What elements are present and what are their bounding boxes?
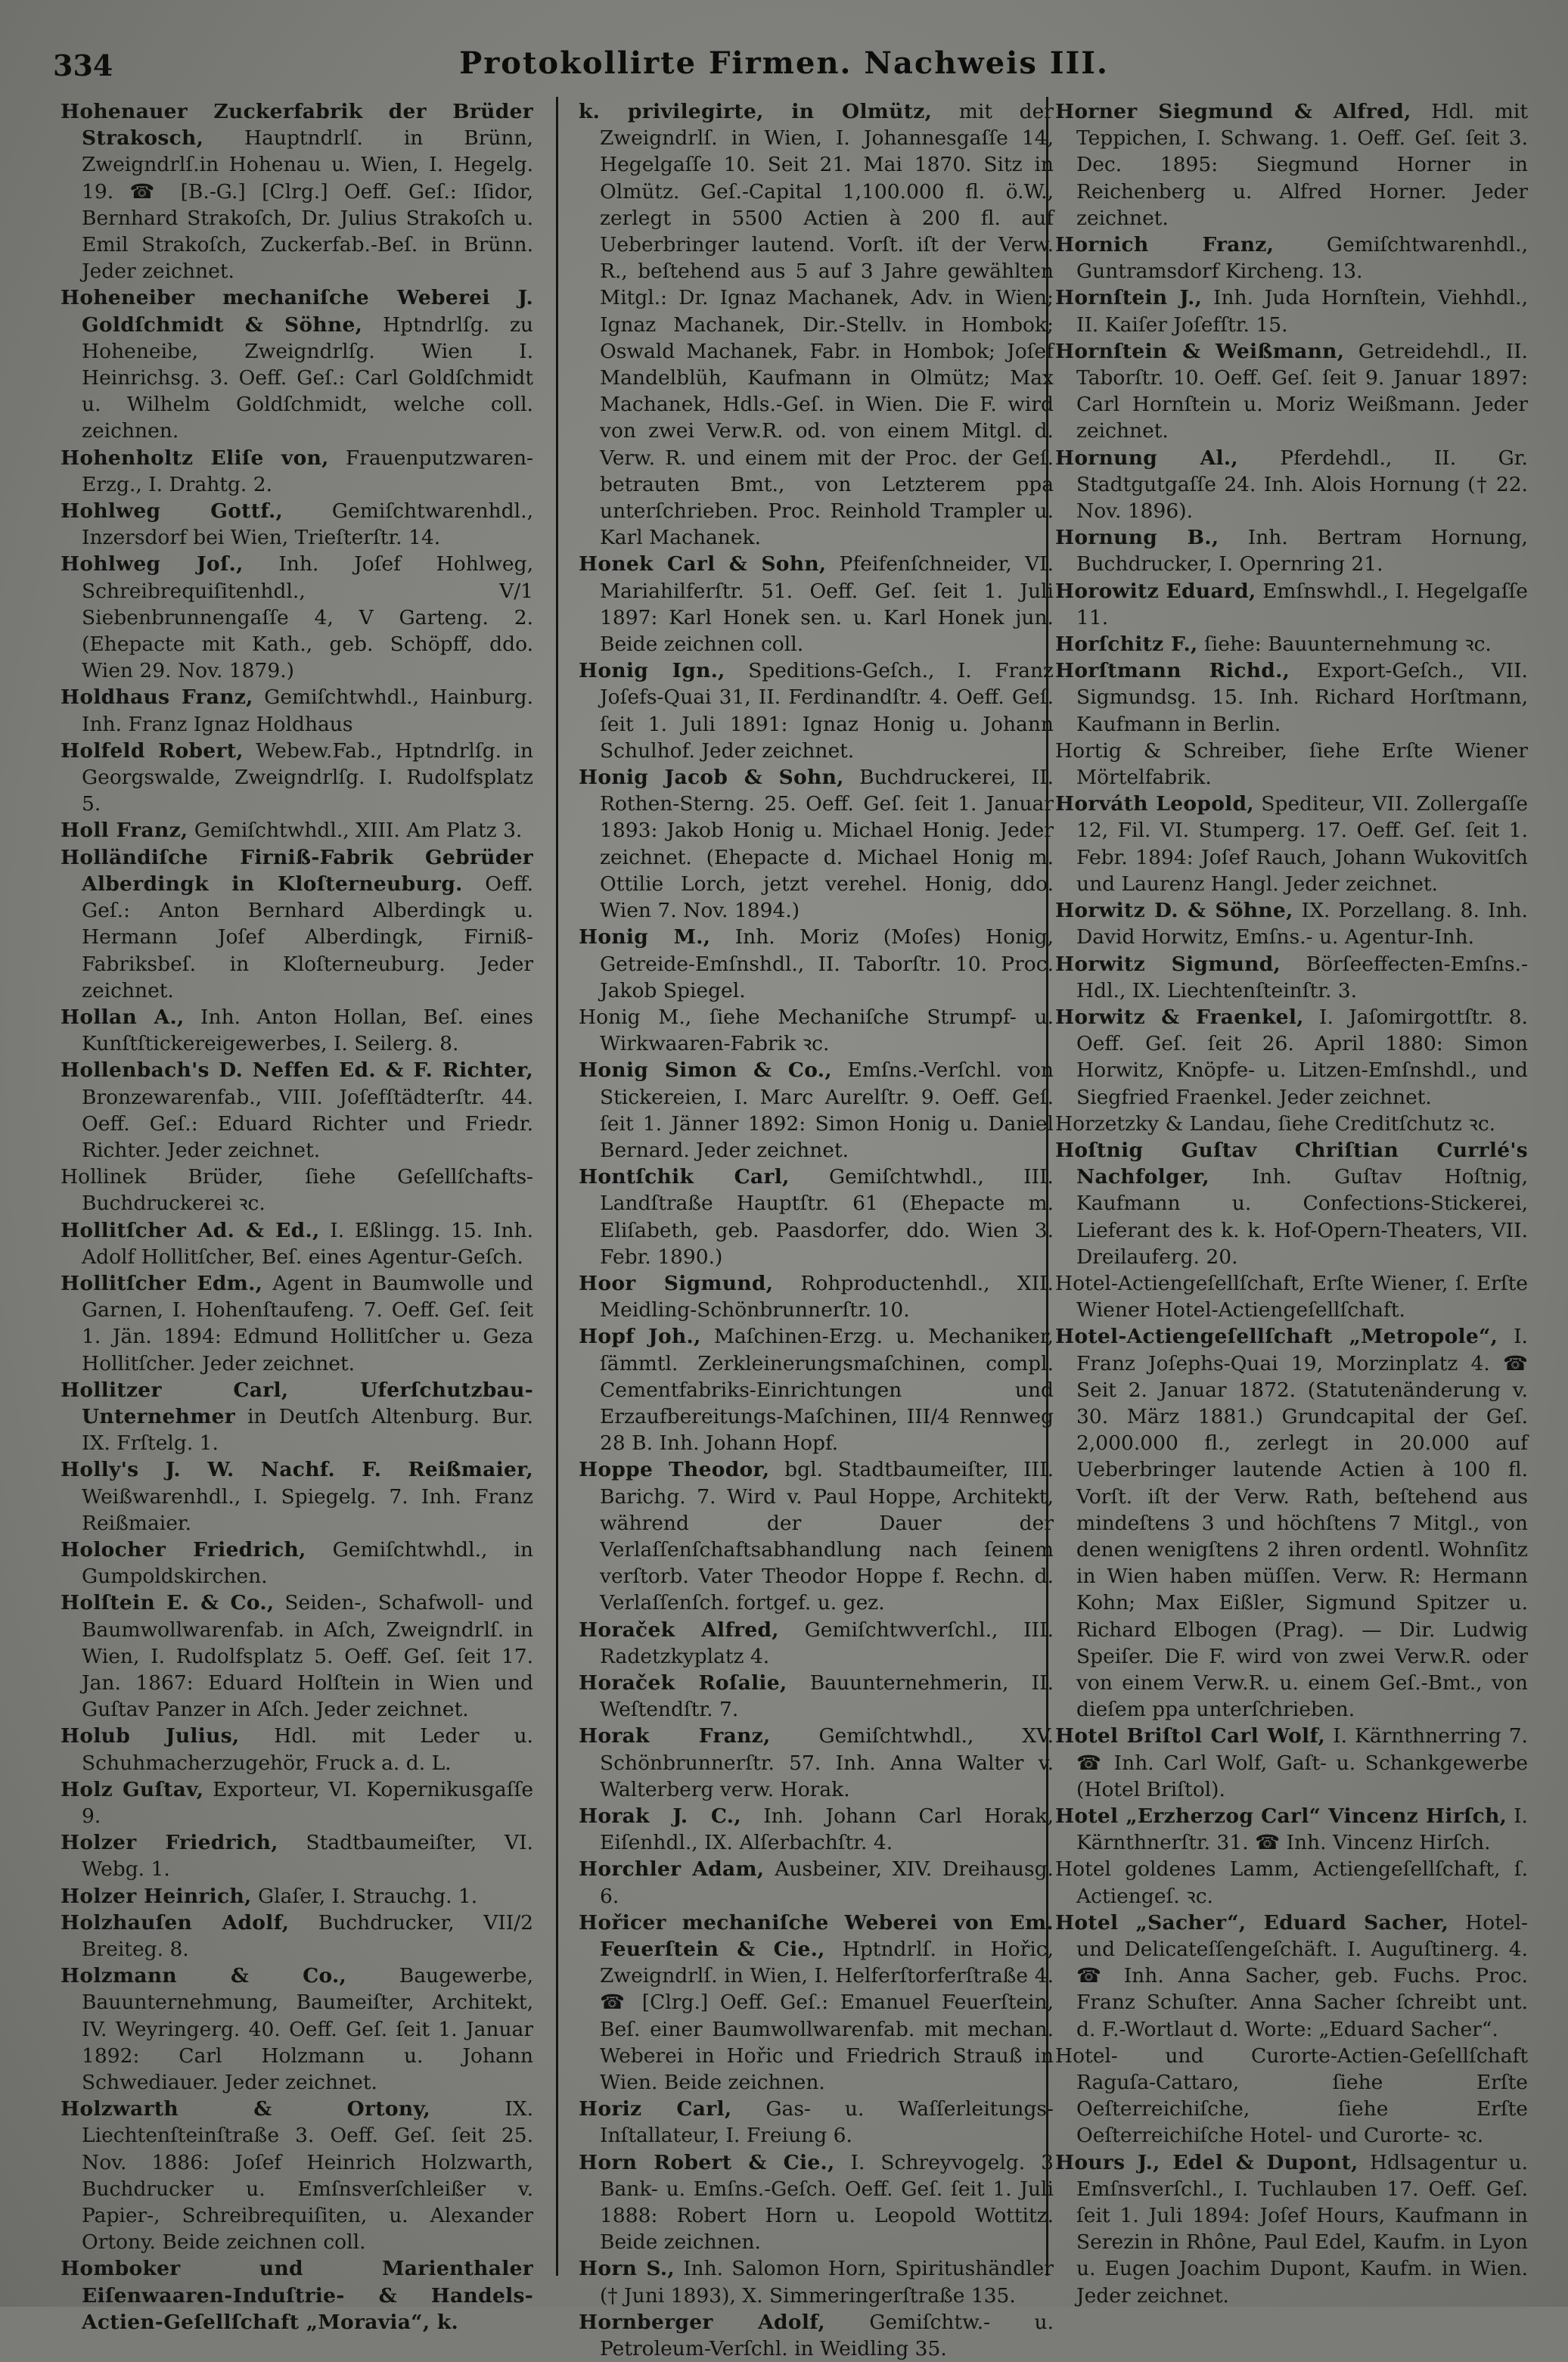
firm-details: Inh. Anton Hollan, Beſ. eines Kunſtſtickereigewerbes, I. Seilerg. 8. (82, 1005, 533, 1056)
firm-details: Hotel-Actiengeſellſchaft, Erſte Wiener, ſ. Erſte Wiener Hotel-Actiengeſellſchaft. (1055, 1271, 1528, 1322)
firm-details: Hdl. mit Leder u. Schuhmacherzugehör, Fruck a. d. L. (82, 1724, 533, 1775)
firm-name: Horner Siegmund & Alfred, (1055, 100, 1411, 123)
directory-entry (1055, 1111, 1528, 1137)
firm-name: Hohenauer Zuckerfabrik der Brüder Strakosch, (61, 100, 533, 151)
firm-name: Honig M., (579, 925, 711, 949)
firm-details: Seiden-, Schafwoll- und Baumwollwarenfab. in Aſch, Zweigndrlſ. in Wien, I. Rudolfsplatz 5. Oeff. Geſ. ſeit 17. Jan. 1867: Eduard Holſtein in Wien und Guſtav Panzer in Aſch. Jeder zeichnet. (82, 1591, 534, 1722)
firm-name: Horaček Alfred, (579, 1618, 779, 1642)
firm-name: Horwitz & Fraenkel, (1055, 1005, 1304, 1029)
directory-entry (1055, 98, 1528, 232)
firm-details: Hauptndrlſ. in Brünn, Zweigndrlſ.in Hohenau u. Wien, I. Hegelg. 19. ☎ [B.-G.] [Clrg.] Oeff. Geſ.: Iſidor, Bernhard Strakoſch, Dr. Julius Strakoſch u. Emil Strakoſch, Zuckerfab.-Beſ. in Brünn. Jeder zeichnet. (82, 126, 533, 284)
firm-name: Honek Carl & Sohn, (579, 552, 827, 577)
directory-entry (1055, 1137, 1528, 1270)
firm-name: Horſchitz F., (1055, 632, 1198, 657)
directory-entry (61, 551, 533, 684)
firm-name: Hornberger Adolf, (579, 2310, 825, 2334)
directory-entry (61, 1217, 533, 1270)
firm-details: Hotel- und Curorte-Actien-Geſellſchaft Raguſa-Cattaro, ſiehe Erſte Oeſterreichiſche, ſiehe Erſte Oeſterreichiſche Hotel- und Curorte- ꝛc. (1055, 2043, 1528, 2148)
firm-details: Inh. Juda Hornſtein, Viehhdl., II. Kaiſer Joſefſtr. 15. (1076, 286, 1528, 337)
directory-entry (579, 924, 1054, 1004)
firm-details: bgl. Stadtbaumeiſter, III. Barichg. 7. Wird v. Paul Hoppe, Architekt, während der Dauer der Verlaſſenſchaftsabhandlung nach ſeinem verſtorb. Vater Theodor Hoppe f. Rechn. d. Verlaſſenſch. fortgef. u. gez. (600, 1458, 1054, 1615)
firm-name: Hollitſcher Ad. & Ed., (61, 1218, 320, 1242)
directory-entry (61, 1963, 533, 2096)
firm-details: I. Kärnthnerring 7. ☎ Inh. Carl Wolf, Gaſt- u. Schankgewerbe (Hotel Briſtol). (1076, 1724, 1528, 1801)
firm-details: Inh. Guſtav Hoſtnig, Kaufmann u. Confections-Stickerei, Lieferant des k. k. Hof-Opern-Theaters, VII. Dreilauferg. 20. (1076, 1165, 1528, 1269)
firm-details: I. Jaſomirgottſtr. 8. Oeff. Geſ. ſeit 26. April 1880: Simon Horwitz, Knöpfe- u. Litzen-Emſnshdl., und Siegfried Fraenkel. Jeder zeichnet. (1076, 1005, 1528, 1109)
directory-entry (579, 657, 1054, 764)
directory-entry (1055, 1270, 1528, 1323)
firm-name: Holocher Friedrich, (61, 1537, 306, 1562)
firm-details: Glaſer, I. Strauchg. 1. (258, 1884, 478, 1908)
firm-details: ſiehe: Bauunternehmung ꝛc. (1204, 632, 1492, 657)
firm-details: Hotel- und Delicateſſengeſchäft. I. Auguſtinerg. 4. ☎ Inh. Anna Sacher, geb. Fuchs. Proc. Franz Schuſter. Anna Sacher ſchreibt unt. d. F.-Wortlaut d. Worte: „Eduard Sacher“. (1076, 1910, 1528, 2041)
firm-name: Hornung B., (1055, 526, 1219, 550)
firm-name: Hopf Joh., (579, 1325, 701, 1349)
directory-entry (61, 2255, 533, 2336)
directory-entry (1055, 791, 1528, 897)
firm-details: Gas- u. Waſſerleitungs-Inſtallateur, I. Freiung 6. (600, 2097, 1054, 2148)
firm-name: Hollitſcher Edm., (61, 1271, 263, 1295)
column-2 (579, 98, 1054, 2361)
firm-name: Holländiſche Firniß-Fabrik Gebrüder Alberdingk in Kloſterneuburg. (61, 845, 533, 896)
firm-details: Inh. Johann Carl Horak, Eiſenhdl., IX. Alſerbachſtr. 4. (600, 1804, 1054, 1855)
directory-entry (1055, 338, 1528, 445)
directory-entry (579, 1910, 1054, 2096)
firm-name: Hohlweg Joſ., (61, 552, 244, 577)
firm-details: I. Franz Joſephs-Quai 19, Morzinplatz 4. ☎ Seit 2. Januar 1872. (Statutenänderung v. 30. März 1881.) Grundcapital der Geſ. 2,000.000 fl., zerlegt in 20.000 auf Ueberbringer lautende Actien à 100 fl. Vorſt. iſt der Verw. Rath, beſtehend aus mindeſtens 3 und höchſtens 7 Mitgl., von denen wenigſtens 2 ihren ordentl. Wohnſitz in Wien haben müſſen. Verw. R: Hermann Kohn; Max Eißler, Sigmund Spitzer u. Richard Elbogen (Prag). — Dir. Ludwig Speiſer. Die F. wird von zwei Verw.R. oder von einem Verw.R. u. einem Geſ.-Bmt., von dieſem ppa unterſchrieben. (1076, 1325, 1528, 1722)
firm-details: Frauenputzwaren-Erzg., I. Drahtg. 2. (82, 446, 533, 496)
firm-name: Homboker und Marienthaler Eiſenwaaren-Induſtrie- & Handels-Actien-Geſellſchaft „Moravia“, k. (61, 2257, 533, 2334)
firm-name: Holzer Friedrich, (61, 1831, 278, 1855)
firm-details: Hdl. mit Teppichen, I. Schwang. 1. Oeff. Geſ. ſeit 3. Dec. 1895: Siegmund Horner in Reichenberg u. Alfred Horner. Jeder zeichnet. (1076, 100, 1528, 230)
firm-details: I. Kärnthnerſtr. 31. ☎ Inh. Vincenz Hirſch. (1076, 1804, 1528, 1855)
firm-name: Horwitz D. & Söhne, (1055, 899, 1293, 923)
firm-name: Honig Simon & Co., (579, 1058, 832, 1083)
firm-details: Hdlsagentur u. Emſnsverſchl., I. Tuchlauben 17. Oeff. Geſ. ſeit 1. Juli 1894: Joſef Hours, Kaufmann in Serezin in Rhône, Paul Edel, Kaufm. in Lyon u. Eugen Joachim Dupont, Kaufm. in Wien. Jeder zeichnet. (1076, 2150, 1528, 2308)
firm-details: I. Schreyvogelg. 3 Bank- u. Emſns.-Geſch. Oeff. Geſ. ſeit 1. Juli 1888: Robert Horn u. Leopold Wottitz. Beide zeichnen. (600, 2150, 1054, 2255)
directory-entry (61, 1776, 533, 1829)
firm-details: Weißwarenhdl., I. Spiegelg. 7. Inh. Franz Reißmaier. (82, 1484, 533, 1535)
firm-details: Gemiſchtw.- u. Petroleum-Verſchl. in Weidling 35. (600, 2310, 1054, 2361)
firm-details: Rohproductenhdl., XII. Meidling-Schönbrunnerſtr. 10. (600, 1271, 1054, 1322)
firm-name: Holzhauſen Adolf, (61, 1910, 290, 1935)
directory-entry (61, 98, 533, 284)
firm-name: Holzer Heinrich, (61, 1884, 252, 1908)
directory-entry (1055, 1910, 1528, 2043)
firm-details: Exporteur, VI. Kopernikusgaſſe 9. (82, 1777, 533, 1828)
directory-entry (579, 1856, 1054, 1909)
page-title: Protokollirte Firmen. Nachweis III. (459, 45, 1109, 81)
firm-name: Holly's J. W. Nachf. F. Reißmaier, (61, 1458, 533, 1482)
directory-entry (61, 817, 533, 844)
firm-details: Gemiſchtwarenhdl., Guntramsdorf Kircheng. 13. (1076, 233, 1528, 284)
firm-details: Speditions-Geſch., I. Franz Joſefs-Quai 31, II. Ferdinandſtr. 4. Oeff. Geſ. ſeit 1. Juli 1891: Ignaz Honig u. Johann Schulhof. Jeder zeichnet. (600, 659, 1054, 763)
directory-entry (1055, 445, 1528, 525)
firm-details: Honig M., ſiehe Mechaniſche Strumpf- u. Wirkwaaren-Fabrik ꝛc. (579, 1005, 1054, 1056)
directory-entry (1055, 524, 1528, 577)
column-1 (61, 98, 534, 2334)
firm-name: Holſtein E. & Co., (61, 1591, 275, 1615)
directory-entry (579, 2255, 1054, 2308)
firm-name: Hoſtnig Guſtav Chriſtian Currlé's Nachfolger, (1055, 1138, 1528, 1189)
directory-entry (1055, 1723, 1528, 1803)
firm-details: Bronzewarenfab., VIII. Joſefſtädterſtr. 44. Oeff. Geſ.: Eduard Richter und Friedr. Richter. Jeder zeichnet. (82, 1085, 533, 1162)
firm-details: Baugewerbe, Bauunternehmung, Baumeiſter, Architekt, IV. Weyringerg. 40. Oeff. Geſ. ſeit 1. Januar 1892: Carl Holzmann u. Johann Schwediauer. Jeder zeichnet. (82, 1964, 533, 2095)
directory-entry (579, 98, 1054, 551)
directory-entry (61, 445, 533, 498)
firm-name: Horn S., (579, 2257, 675, 2281)
firm-details: Horzetzky & Landau, ſiehe Creditſchutz ꝛc. (1055, 1111, 1496, 1136)
firm-details: Gemiſchtwhdl., III. Landſtraße Hauptſtr. 61 (Ehepacte m. Eliſabeth, geb. Paasdorfer, ddo. Wien 3. Febr. 1890.) (600, 1165, 1054, 1269)
firm-details: Gemiſchtwarenhdl., Inzersdorf bei Wien, Trieſterſtr. 14. (82, 499, 533, 550)
directory-entry (61, 1057, 533, 1164)
firm-name: Hotel Briſtol Carl Wolf, (1055, 1724, 1326, 1748)
firm-name: Hotel-Actiengeſellſchaft „Metropole“, (1055, 1325, 1498, 1349)
directory-entry (579, 1456, 1054, 1616)
firm-details: Buchdrucker, VII/2 Breiteg. 8. (82, 1910, 533, 1962)
directory-entry (1055, 897, 1528, 950)
firm-name: Hornung Al., (1055, 446, 1238, 470)
directory-entry (579, 1323, 1054, 1456)
page-number: 334 (53, 48, 113, 82)
directory-entry (1055, 738, 1528, 791)
firm-name: Holfeld Robert, (61, 738, 244, 763)
directory-entry (61, 2096, 533, 2255)
firm-name: Hontſchik Carl, (579, 1165, 790, 1189)
directory-entry (1055, 284, 1528, 337)
firm-details: Hollinek Brüder, ſiehe Geſellſchafts-Buchdruckerei ꝛc. (61, 1165, 533, 1216)
firm-name: Hornſtein & Weißmann, (1055, 339, 1345, 363)
firm-name: Horchler Adam, (579, 1857, 765, 1882)
directory-entry (1055, 2043, 1528, 2149)
firm-name: Horaček Roſalie, (579, 1670, 787, 1695)
firm-details: Agent in Baumwolle und Garnen, I. Hohenſtaufeng. 7. Oeff. Geſ. ſeit 1. Jän. 1894: Edmund Hollitſcher u. Geza Hollitſcher. Jeder zeichnet. (82, 1271, 533, 1375)
firm-details: Webew.Fab., Hptndrlſg. in Georgswalde, Zweigndrlſg. I. Rudolfsplatz 5. (82, 738, 533, 816)
firm-details: Inh. Joſef Hohlweg, Schreibrequiſitenhdl., V/1 Siebenbrunnengaſſe 4, V Garteng. 2. (Ehepacte mit Kath., geb. Schöpff, ddo. Wien 29. Nov. 1879.) (82, 552, 533, 683)
directory-entry (1055, 578, 1528, 631)
directory-entry (579, 2149, 1054, 2256)
firm-details: Export-Geſch., VII. Sigmundsg. 15. Inh. Richard Horſtmann, Kaufmann in Berlin. (1076, 659, 1528, 736)
firm-name: Hotel „Sacher“, Eduard Sacher, (1055, 1910, 1449, 1935)
directory-entry (1055, 1803, 1528, 1856)
firm-details: Bauunternehmerin, II. Weſtendſtr. 7. (600, 1670, 1054, 1722)
firm-name: Hollenbach's D. Neffen Ed. & F. Richter, (61, 1058, 533, 1083)
directory-entry (61, 498, 533, 551)
firm-name: Hohenholtz Eliſe von, (61, 446, 329, 470)
page-header (53, 45, 1515, 85)
firm-name: Honig Jacob & Sohn, (579, 766, 844, 790)
firm-details: Hptndrlſ. in Hořic, Zweigndrlſ. in Wien, I. Helferſtorferſtraße 4. ☎ [Clrg.] Oeff. Geſ.: Emanuel Feuerſtein, Beſ. einer Baumwollwarenfab. mit mechan. Weberei in Hořic und Friedrich Strauß in Wien. Beide zeichnen. (600, 1938, 1054, 2095)
directory-entry (579, 1164, 1054, 1270)
directory-entry (579, 1004, 1054, 1057)
firm-name: Hornich Franz, (1055, 233, 1275, 257)
firm-details: Ausbeiner, XIV. Dreihausg. 6. (600, 1857, 1054, 1908)
directory-entry (1055, 657, 1528, 738)
column-3 (1055, 98, 1528, 2308)
directory-entry (61, 844, 533, 1004)
firm-name: Horn Robert & Cie., (579, 2150, 835, 2174)
directory-entry (61, 1004, 533, 1057)
firm-name: Hours J., Edel & Dupont, (1055, 2150, 1358, 2174)
firm-details: Inh. Salomon Horn, Spiritushändler († Juni 1893), X. Simmeringerſtraße 135. (600, 2257, 1054, 2308)
directory-entry (1055, 1323, 1528, 1723)
directory-entry (61, 1723, 533, 1776)
directory-entry (1055, 232, 1528, 284)
firm-name: Hoheneiber mechaniſche Weberei J. Goldſchmidt & Söhne, (61, 286, 533, 337)
firm-details: Buchdruckerei, II. Rothen-Sterng. 25. Oeff. Geſ. ſeit 1. Januar 1893: Jakob Honig u. Michael Honig. Jeder zeichnet. (Ehepacte d. Michael Honig m. Ottilie Lorch, jetzt verehel. Honig, ddo. Wien 7. Nov. 1894.) (600, 766, 1054, 923)
firm-details: Hptndrlſg. zu Hoheneibe, Zweigndrlſg. Wien I. Heinrichsg. 3. Oeff. Geſ.: Carl Goldſchmidt u. Wilhelm Goldſchmidt, welche coll. zeichnen. (82, 312, 533, 443)
firm-details: Hotel goldenes Lamm, Actiengeſellſchaft, ſ. Actiengeſ. ꝛc. (1055, 1857, 1528, 1908)
directory-entry (61, 1537, 533, 1590)
directory-entry (579, 1803, 1054, 1856)
directory-entry (1055, 631, 1528, 657)
firm-details: Gemiſchtwverſchl., III. Radetzkyplatz 4. (600, 1618, 1054, 1668)
directory-entry (61, 1829, 533, 1882)
firm-name: Holub Julius, (61, 1724, 240, 1748)
directory-entry (579, 1670, 1054, 1723)
firm-details: IX. Liechtenſteinſtraße 3. Oeff. Geſ. ſeit 25. Nov. 1886: Joſef Heinrich Holzwarth, Buchdrucker u. Emſnsverſchleißer v. Papier-, Schreibrequiſiten, u. Alexander Ortony. Beide zeichnen coll. (82, 2097, 533, 2255)
firm-details: Getreidehdl., II. Taborſtr. 10. Oeff. Geſ. ſeit 9. Januar 1897: Carl Hornſtein u. Moriz Weißmann. Jeder zeichnet. (1076, 339, 1528, 443)
firm-name: Hoppe Theodor, (579, 1458, 770, 1482)
firm-name: k. privilegirte, in Olmütz, (579, 100, 933, 123)
directory-entry (61, 1590, 533, 1723)
firm-details: Gemiſchtwhdl., XV. Schönbrunnerſtr. 57. Inh. Anna Walter v. Walterberg verw. Horak. (600, 1724, 1054, 1801)
directory-entry (579, 1723, 1054, 1803)
firm-details: mit der Zweigndrlſ. in Wien, I. Johannesgaſſe 14, Hegelgaſſe 10. Seit 21. Mai 1870. Sitz in Olmütz. Geſ.-Capital 1,100.000 fl. ö.W., zerlegt in 5500 Actien à 200 fl. auf Ueberbringer lautend. Vorſt. iſt der Verw. R., beſtehend aus 5 auf 3 Jahre gewählten Mitgl.: Dr. Ignaz Machanek, Adv. in Wien; Ignaz Machanek, Dir.-Stellv. in Hombok; Oswald Machanek, Fabr. in Hombok; Joſef Mandelblüh, Kaufmann in Olmütz; Max Machanek, Hdls.-Geſ. in Wien. Die F. wird von zwei Verw.R. od. von einem Mitgl. d. Verw. R. und einem mit der Proc. der Geſ. betrauten Bmt., von Letzterem ppa unterſchrieben. Proc. Reinhold Trampler u. Karl Machanek. (600, 100, 1054, 550)
directory-entry (579, 2309, 1054, 2362)
firm-name: Horak Franz, (579, 1724, 771, 1748)
firm-details: Gemiſchtwhdl., in Gumpoldskirchen. (82, 1537, 534, 1589)
directory-entry (579, 2096, 1054, 2149)
firm-details: Emſns.-Verſchl. von Stickereien, I. Marc Aurelſtr. 9. Oeff. Geſ. ſeit 1. Jänner 1892: Simon Honig u. Daniel Bernard. Jeder zeichnet. (600, 1058, 1054, 1162)
firm-details: Oeff. Geſ.: Anton Bernhard Alberdingk u. Hermann Joſef Alberdingk, Firniß-Fabriksbeſ. in Kloſterneuburg. Jeder zeichnet. (82, 872, 533, 1002)
firm-name: Horowitz Eduard, (1055, 579, 1256, 603)
firm-details: Spediteur, VII. Zollergaſſe 12, Fil. VI. Stumperg. 17. Oeff. Geſ. ſeit 1. Febr. 1894: Joſef Rauch, Johann Wukovitſch und Laurenz Hangl. Jeder zeichnet. (1076, 792, 1528, 896)
directory-entry (1055, 2149, 1528, 2309)
firm-details: I. Eßlingg. 15. Inh. Adolf Hollitſcher, Beſ. eines Agentur-Geſch. (82, 1218, 533, 1269)
directory-entry (61, 1377, 533, 1457)
firm-details: Pfeifenſchneider, VI. Mariahilferſtr. 51. Oeff. Geſ. ſeit 1. Juli 1897: Karl Honek sen. u. Karl Honek jun. Beide zeichnen coll. (600, 552, 1054, 657)
directory-entry (579, 1617, 1054, 1670)
directory-entry (61, 1883, 533, 1910)
directory-entry (1055, 951, 1528, 1004)
column-divider (556, 97, 558, 2276)
firm-details: Inh. Moriz (Moſes) Honig, Getreide-Emſnshdl., II. Taborſtr. 10. Proc. Jakob Spiegel. (600, 925, 1054, 1002)
firm-name: Holl Franz, (61, 819, 188, 843)
firm-details: Emſnswhdl., I. Hegelgaſſe 11. (1076, 579, 1528, 629)
firm-name: Holdhaus Franz, (61, 685, 253, 710)
directory-entry (1055, 1004, 1528, 1111)
firm-details: Pferdehdl., II. Gr. Stadtgutgaſſe 24. Inh. Alois Hornung († 22. Nov. 1896). (1076, 446, 1528, 524)
firm-details: Inh. Bertram Hornung, Buchdrucker, I. Opernring 21. (1076, 526, 1528, 577)
firm-name: Hoor Sigmund, (579, 1271, 774, 1295)
firm-name: Hornſtein J., (1055, 286, 1203, 310)
firm-name: Horváth Leopold, (1055, 792, 1254, 816)
firm-name: Honig Ign., (579, 659, 725, 683)
firm-details: Maſchinen-Erzg. u. Mechaniker, ſämmtl. Zerkleinerungsmaſchinen, compl. Cementfabriks-Einrichtungen und Erzaufbereitungs-Maſchinen, III/4 Rennweg 28 B. Inh. Johann Hopf. (600, 1325, 1054, 1456)
firm-name: Hořicer mechaniſche Weberei von Em. Feuerſtein & Cie., (579, 1910, 1054, 1962)
firm-name: Hotel „Erzherzog Carl“ Vincenz Hirſch, (1055, 1804, 1507, 1828)
directory-entry (61, 1270, 533, 1377)
firm-name: Holzwarth & Ortony, (61, 2097, 431, 2121)
firm-name: Hollan A., (61, 1005, 185, 1029)
firm-name: Holzmann & Co., (61, 1964, 347, 1988)
directory-entry (61, 738, 533, 818)
firm-name: Hollitzer Carl, Uferſchutzbau-Unternehmer (61, 1378, 533, 1428)
directory-entry (61, 684, 533, 737)
directory-entry (61, 1456, 533, 1537)
firm-details: Stadtbaumeiſter, VI. Webg. 1. (82, 1831, 533, 1882)
firm-details: Gemiſchtwhdl., Hainburg. Inh. Franz Ignaz Holdhaus (82, 685, 533, 736)
firm-name: Horiz Carl, (579, 2097, 732, 2121)
directory-entry (579, 764, 1054, 924)
firm-details: IX. Porzellang. 8. Inh. David Horwitz, Emſns.- u. Agentur-Inh. (1076, 899, 1528, 949)
firm-details: in Deutſch Altenburg. Bur. IX. Frſtelg. 1. (82, 1404, 533, 1456)
firm-name: Hohlweg Gottf., (61, 499, 284, 524)
firm-details: Hortig & Schreiber, ſiehe Erſte Wiener Mörtelfabrik. (1055, 738, 1528, 790)
directory-entry (1055, 1856, 1528, 1909)
directory-entry (61, 1910, 533, 1963)
firm-name: Horwitz Sigmund, (1055, 952, 1281, 976)
directory-entry (579, 1270, 1054, 1323)
directory-entry (579, 1057, 1054, 1164)
directory-entry (61, 284, 533, 444)
firm-details: Gemiſchtwhdl., XIII. Am Platz 3. (194, 819, 523, 843)
firm-name: Horſtmann Richd., (1055, 659, 1290, 683)
firm-name: Holz Guſtav, (61, 1777, 204, 1801)
firm-details: Börſeeffecten-Emſns.-Hdl., IX. Liechtenſteinſtr. 3. (1076, 952, 1528, 1002)
directory-entry (579, 551, 1054, 657)
firm-name: Horak J. C., (579, 1804, 741, 1828)
directory-entry (61, 1164, 533, 1217)
